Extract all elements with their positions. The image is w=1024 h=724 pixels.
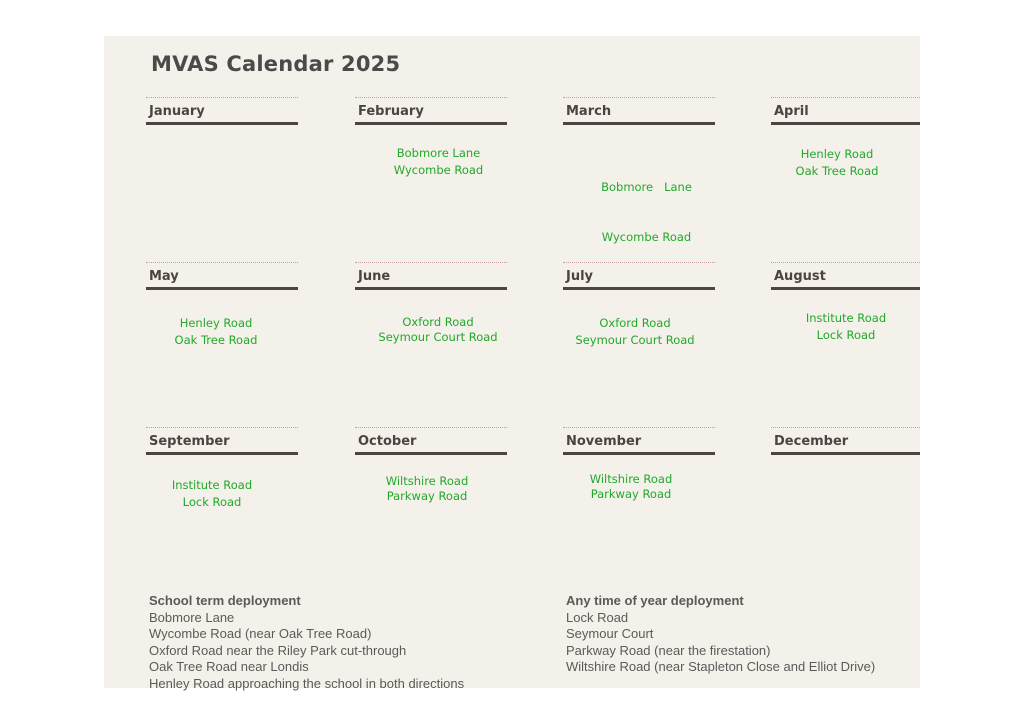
road-list [563,472,699,502]
month-underline [563,122,715,125]
notes-item: Oxford Road near the Riley Park cut-through [149,642,407,658]
road-item: Bobmore Lane [396,146,481,160]
road-item: Bobmore Lane [601,180,692,194]
road-list [355,145,507,178]
month-october [355,427,507,504]
month-march [563,97,715,278]
month-underline [563,452,715,455]
road-item: Wiltshire Road [589,472,673,486]
month-underline [563,287,715,290]
road-list [771,310,921,343]
month-underline [146,452,298,455]
month-name: April [774,104,809,119]
month-underline [146,122,298,125]
month-name: June [358,269,391,284]
month-december [771,427,920,455]
month-name: September [149,434,230,449]
month-name: March [566,104,612,119]
month-name: December [774,434,849,449]
notes-item: Oak Tree Road near Londis [149,659,309,674]
month-august [771,262,920,343]
road-item: Oak Tree Road [795,163,879,178]
month-september [146,427,298,510]
month-name: August [774,269,826,284]
notes-item: Lock Road [566,609,629,625]
month-april [771,97,920,179]
month-name: November [566,434,642,449]
road-item: Seymour Court Road [378,330,498,344]
road-item: Lock Road [182,494,242,509]
road-item: Henley Road [800,147,874,161]
road-item: Seymour Court Road [575,332,695,347]
notes-item: Parkway Road (near the firestation) [566,642,771,658]
month-underline [771,287,920,290]
road-item: Oxford Road [402,315,474,329]
school-term-notes [149,593,464,692]
road-list [771,146,903,179]
road-item: Parkway Road [386,489,468,503]
month-july [563,262,715,348]
road-item: Wiltshire Road [385,474,469,488]
road-item: Institute Road [171,478,253,492]
month-name: October [358,434,417,449]
month-underline [355,452,507,455]
month-name: February [358,104,424,119]
month-underline [771,122,920,125]
road-list [563,146,715,278]
notes-heading: Any time of year deployment [566,593,744,608]
notes-item: Seymour Court [566,626,654,641]
month-name: May [149,269,179,284]
road-item: Parkway Road [590,487,672,501]
month-underline [146,287,298,290]
road-list [563,315,707,348]
road-list [355,315,507,345]
month-january [146,97,298,125]
road-list [355,474,499,504]
month-underline [771,452,920,455]
road-list [146,477,278,510]
any-time-notes [566,593,875,676]
month-february [355,97,507,178]
notes-item: Henley Road approaching the school in both directions [149,675,465,691]
notes-item: Bobmore Lane [149,609,235,625]
notes-item: Wycombe Road (near Oak Tree Road) [149,626,372,641]
road-list [146,315,286,348]
road-item: Wycombe Road [601,229,692,244]
month-underline [355,287,507,290]
month-november [563,427,715,502]
road-item: Wycombe Road [393,162,484,177]
month-may [146,262,298,348]
notes-item: Wiltshire Road (near Stapleton Close and Elliot Drive) [566,659,876,674]
notes-heading: School term deployment [149,593,301,608]
road-item: Institute Road [805,311,887,325]
road-item: Oak Tree Road [174,332,258,347]
road-item: Henley Road [179,316,253,330]
month-june [355,262,507,345]
road-item: Lock Road [816,327,876,342]
month-underline [355,122,507,125]
page-title: MVAS Calendar 2025 [151,52,401,76]
month-name: January [149,104,205,119]
month-name: July [566,269,594,284]
road-item: Oxford Road [599,316,671,330]
